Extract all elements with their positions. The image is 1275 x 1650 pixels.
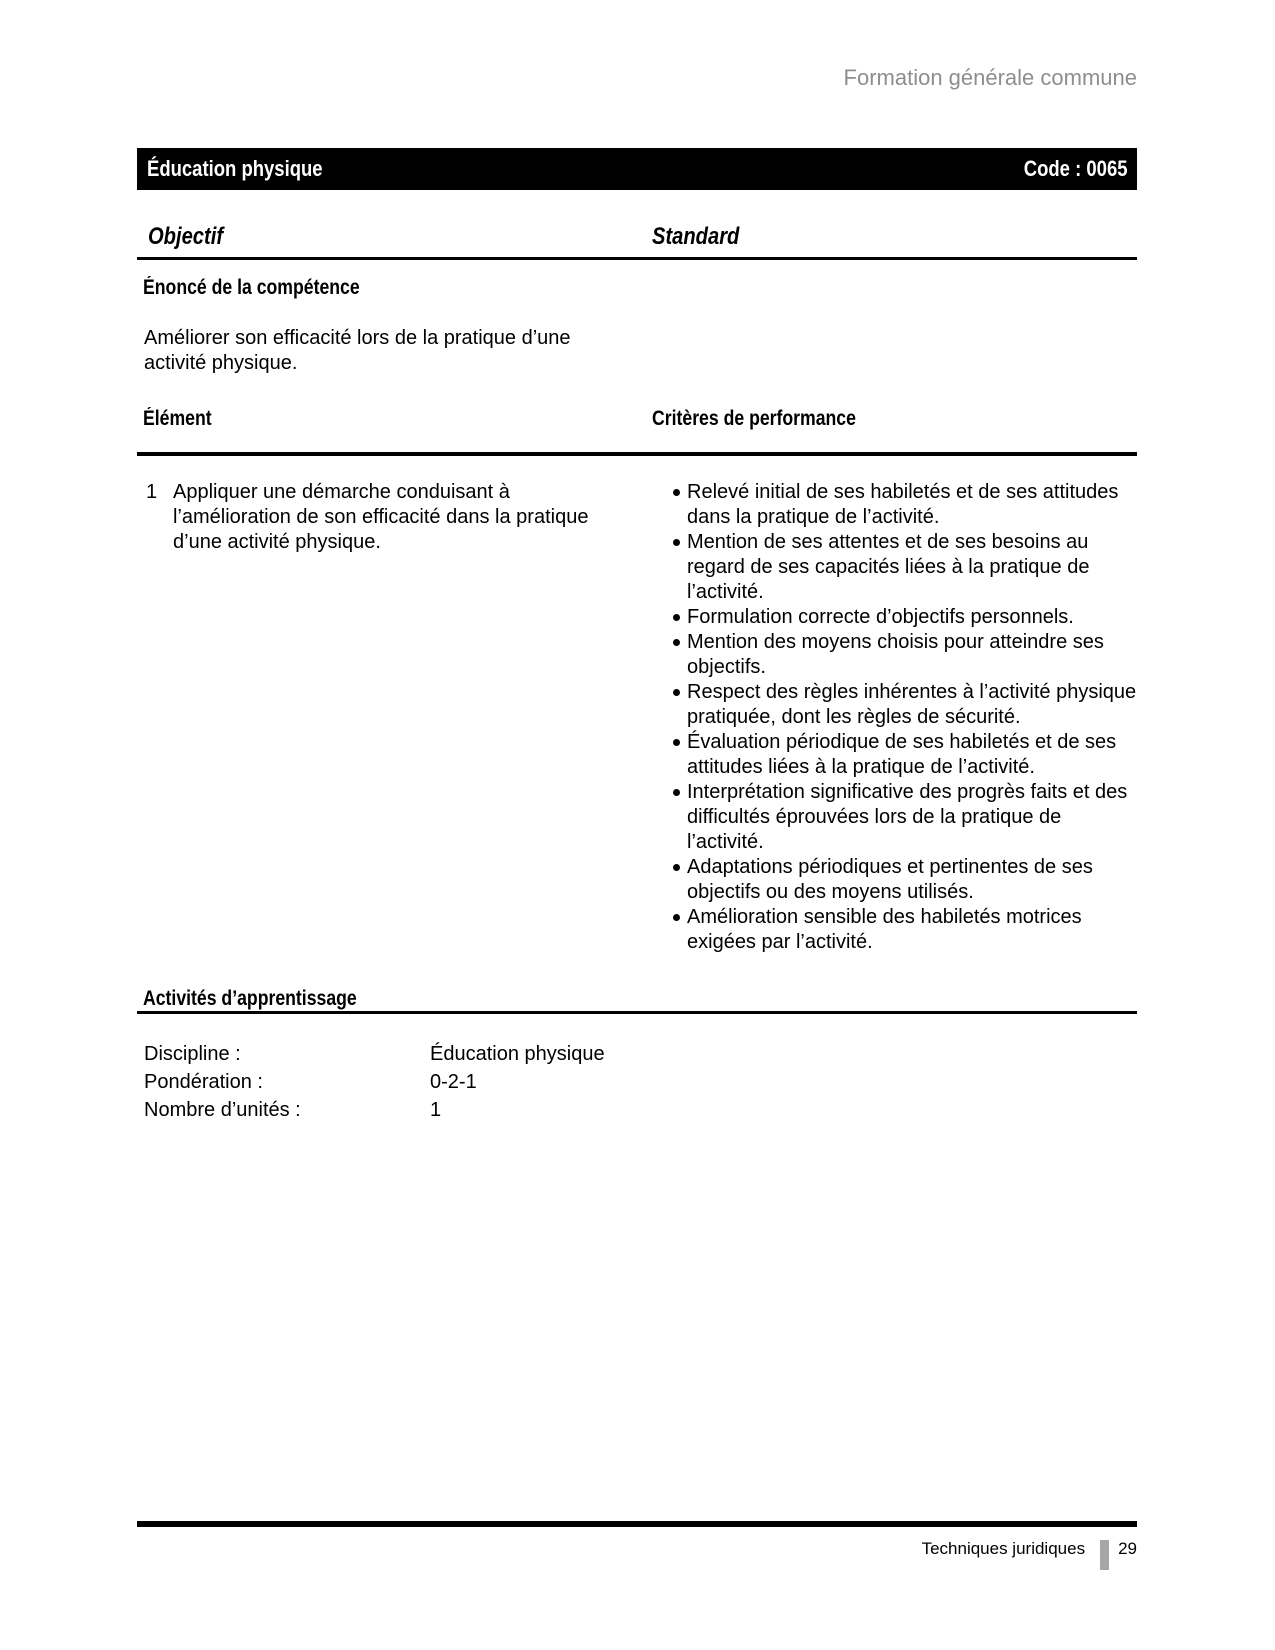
footer-row [137, 1539, 1137, 1570]
learning-activities-section [137, 988, 1137, 1124]
running-header-text: Formation générale commune [843, 65, 1137, 90]
element-criteria-body [137, 480, 1137, 955]
competence-statement: Améliorer son efficacité lors de la pratique d’une activité physique. [144, 327, 571, 374]
footer-page-number: 29 [1118, 1539, 1137, 1558]
competence-heading-label: Énoncé de la compétence [143, 276, 360, 299]
activity-label: Pondération : [144, 1071, 263, 1093]
criterion-item: Relevé initial de ses habiletés et de ses attitudes dans la pratique de l’activité. [649, 480, 1137, 530]
running-header [137, 64, 1137, 92]
criteria-cell [649, 480, 1137, 955]
activity-label: Nombre d’unités : [144, 1099, 301, 1121]
criterion-item: Mention de ses attentes et de ses besoins au regard de ses capacités liées à la pratique de l’activité. [649, 530, 1137, 605]
criterion-item: Évaluation périodique de ses habiletés et de ses attitudes liées à la pratique de l’activité. [649, 730, 1137, 780]
objectif-standard-header-row [137, 223, 1137, 260]
criteria-list [649, 480, 1137, 955]
element-criteria-header-row [137, 407, 1137, 456]
learning-activities-heading [137, 988, 1137, 1014]
criterion-item: Amélioration sensible des habiletés motrices exigées par l’activité. [649, 905, 1137, 955]
activity-value: 1 [430, 1099, 442, 1121]
objectif-label: Objectif [148, 223, 224, 250]
criterion-item: Respect des règles inhérentes à l’activité physique pratiquée, dont les règles de sécurité. [649, 680, 1137, 730]
learning-activities-rows [137, 1040, 1137, 1124]
criteria-column-header [652, 407, 1137, 431]
criterion-item: Adaptations périodiques et pertinentes de ses objectifs ou des moyens utilisés. [649, 855, 1137, 905]
criterion-item: Interprétation significative des progrès faits et des difficultés éprouvées lors de la pratique de l’activité. [649, 780, 1137, 855]
element-column-header [137, 407, 652, 431]
element-text: Appliquer une démarche conduisant à l’amélioration de son efficacité dans la pratique d’une activité physique. [173, 481, 589, 553]
activity-row-discipline [137, 1040, 1137, 1068]
standard-label: Standard [652, 223, 740, 250]
course-title: Éducation physique [147, 156, 323, 181]
criterion-item: Formulation correcte d’objectifs personnels. [649, 605, 1137, 630]
criteria-header-label: Critères de performance [652, 407, 856, 430]
activity-label: Discipline : [144, 1043, 241, 1065]
activity-row-ponderation [137, 1068, 1137, 1096]
objectif-column-header [137, 223, 652, 251]
page-footer [137, 1521, 1137, 1570]
footer-rule [137, 1521, 1137, 1527]
footer-program: Techniques juridiques [921, 1539, 1086, 1558]
element-number: 1 [146, 481, 158, 503]
standard-column-header [652, 223, 1137, 251]
activity-row-unites [137, 1096, 1137, 1124]
competence-heading [137, 276, 1137, 300]
criterion-item: Mention des moyens choisis pour atteindre ses objectifs. [649, 630, 1137, 680]
element-header-label: Élément [143, 407, 212, 430]
page-content [137, 0, 1137, 955]
activity-value: Éducation physique [430, 1043, 605, 1065]
course-code: Code : 0065 [1023, 156, 1127, 181]
activity-value: 0-2-1 [430, 1071, 477, 1093]
footer-divider-bar [1100, 1540, 1109, 1570]
element-item [137, 480, 649, 955]
course-title-bar [137, 148, 1137, 190]
learning-activities-label: Activités d’apprentissage [143, 987, 357, 1010]
